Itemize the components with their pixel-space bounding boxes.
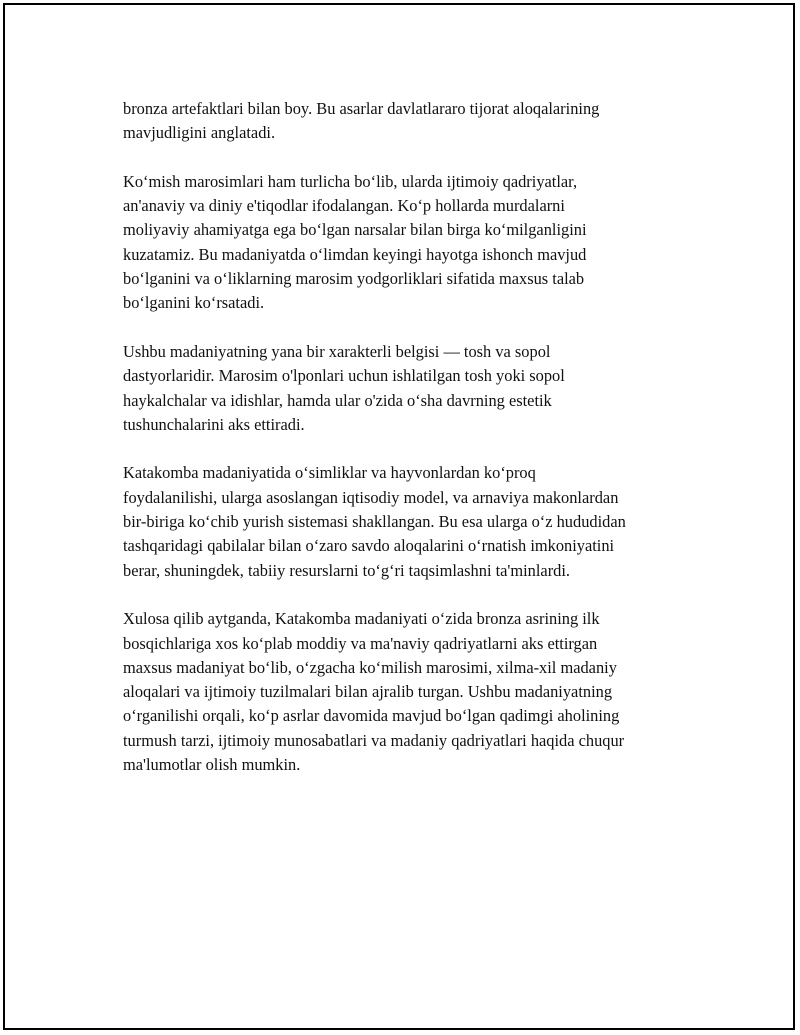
text-line: bo‘lganini va o‘liklarning marosim yodgorliklari sifatida maxsus talab xyxy=(123,269,585,289)
text-line: maxsus madaniyat bo‘lib, o‘zgacha ko‘milish marosimi, xilma-xil madaniy xyxy=(123,657,617,677)
text-line: bo‘lganini ko‘rsatadi. xyxy=(123,293,265,313)
text-line: bronza artefaktlari bilan boy. Bu asarlar davlatlararo tijorat aloqalarining xyxy=(123,99,600,118)
text-line: tashqaridagi qabilalar bilan o‘zaro savdo aloqalarini o‘rnatish imkoniyatini xyxy=(123,536,615,556)
text-line: dastyorlaridir. Marosim o'lponlari uchun ishlatilgan tosh yoki sopol xyxy=(123,366,565,386)
text-line: Xulosa qilib aytganda, Katakomba madaniyati o‘zida bronza asrining ilk xyxy=(123,609,600,629)
paragraph-3 xyxy=(123,340,703,437)
text-line: Ko‘mish marosimlari ham turlicha bo‘lib, ularda ijtimoiy qadriyatlar, xyxy=(123,171,578,191)
text-line: kuzatamiz. Bu madaniyatda o‘limdan keyingi hayotga ishonch mavjud xyxy=(123,244,587,264)
text-line: turmush tarzi, ijtimoiy munosabatlari va madaniy qadriyatlari haqida chuqur xyxy=(123,730,625,750)
paragraph-1 xyxy=(123,97,703,146)
text-line: foydalanilishi, ularga asoslangan iqtisodiy model, va arnaviya makonlardan xyxy=(123,487,619,507)
text-line: haykalchalar va idishlar, hamda ular o'zida o‘sha davrning estetik xyxy=(123,390,552,410)
text-line: Katakomba madaniyatida o‘simliklar va hayvonlardan ko‘proq xyxy=(123,463,536,483)
text-line: berar, shuningdek, tabiiy resurslarni to‘g‘ri taqsimlashni ta'minlardi. xyxy=(123,560,571,580)
text-line: Ushbu madaniyatning yana bir xarakterli belgisi — tosh va sopol xyxy=(123,341,551,361)
page-frame xyxy=(3,3,795,1030)
paragraph-5 xyxy=(123,607,703,777)
text-line: bir-biriga ko‘chib yurish sistemasi shakllangan. Bu esa ularga o‘z hududidan xyxy=(123,512,626,532)
text-line: mavjudligini anglatadi. xyxy=(123,123,276,143)
paragraph-2 xyxy=(123,170,703,316)
paragraph-4 xyxy=(123,461,703,582)
text-line: o‘rganilishi orqali, ko‘p asrlar davomida mavjud bo‘lgan qadimgi aholining xyxy=(123,706,620,726)
text-line: ma'lumotlar olish mumkin. xyxy=(123,755,301,775)
text-line: moliyaviy ahamiyatga ega bo‘lgan narsalar bilan birga ko‘milganligini xyxy=(123,220,587,240)
text-line: bosqichlariga xos ko‘plab moddiy va ma'naviy qadriyatlarni aks ettirgan xyxy=(123,633,598,653)
text-line: an'anaviy va diniy e'tiqodlar ifodalangan. Ko‘p hollarda murdalarni xyxy=(123,196,565,216)
text-line: tushunchalarini aks ettiradi. xyxy=(123,414,305,434)
document-body xyxy=(123,97,703,802)
text-line: aloqalari va ijtimoiy tuzilmalari bilan ajralib turgan. Ushbu madaniyatning xyxy=(123,682,613,702)
